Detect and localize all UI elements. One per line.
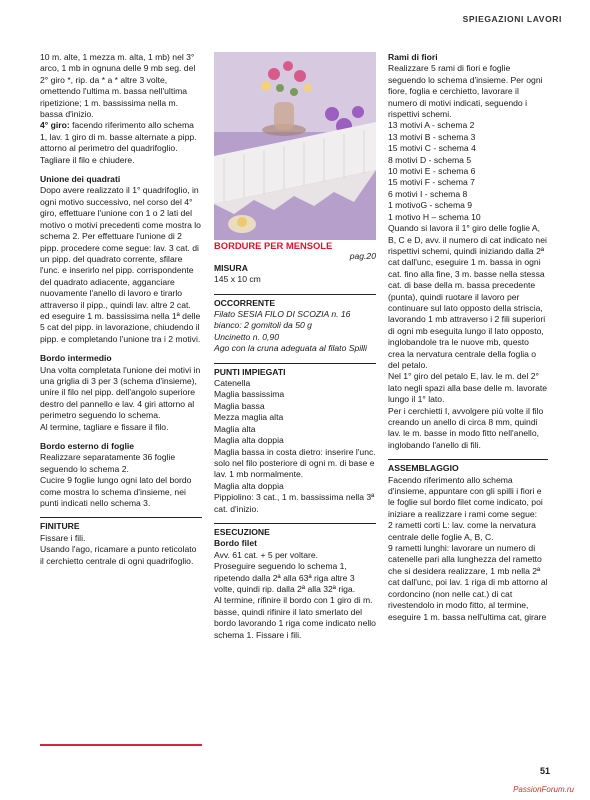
paragraph: Fissare i fili. bbox=[40, 532, 86, 543]
paragraph bbox=[40, 120, 202, 166]
section-title: Rami di fiori bbox=[388, 52, 438, 62]
paragraph: Al termine, rifinire il bordo con 1 giro di m. basse, quindi rifinire il lato smerlato del bordo lavorando 1 riga come indicato nello schema 1. Fissare i fili. bbox=[214, 595, 376, 640]
paragraph: Uncinetto n. 0,90 bbox=[214, 331, 279, 342]
list-item: 15 motivi F - schema 7 bbox=[388, 177, 475, 188]
section-title: Bordo esterno di foglie bbox=[40, 441, 135, 451]
list-item: 10 motivi E - schema 6 bbox=[388, 166, 476, 177]
paragraph: 10 m. alte, 1 mezza m. alta, 1 mb) nel 3° arco, 1 mb in ognuna delle 9 mb seg. del 2° giro *, rip. da * a * altre 3 volte, omettendo l'ultima m. bassa nell'ultima ripetizione; 1 m. bassissima nella m. bassa d'inizio. bbox=[40, 52, 196, 120]
section-rule bbox=[40, 517, 202, 518]
paragraph: Realizzare 5 rami di fiori e foglie seguendo lo schema d'insieme. Per ogni fiore, foglia e cerchietto, lavorare il numero di motivi indicati, seguendo i rispettivi schemi. bbox=[388, 63, 543, 120]
section-title: FINITURE bbox=[40, 521, 80, 532]
section-title: MISURA bbox=[214, 262, 248, 273]
paragraph: Ago con la cruna adeguata al filato Spilli bbox=[214, 343, 367, 354]
section-title: ASSEMBLAGGIO bbox=[388, 463, 459, 474]
list-item: Maglia bassissima bbox=[214, 389, 285, 400]
paragraph: Pippiolino: 3 cat., 1 m. bassissima nella 3ª cat. d'inizio. bbox=[214, 492, 375, 514]
list-item: 1 motivo H – schema 10 bbox=[388, 211, 481, 222]
page-number: 51 bbox=[539, 766, 550, 776]
paragraph: Una volta completata l'unione dei motivi in una griglia di 3 per 3 (schema d'insieme), unire il filo nel pipp. dell'angolo superiore destro del pannello e lav. 4 giri attorno al perimetro seguendo lo schema. bbox=[40, 364, 201, 421]
column-2 bbox=[214, 52, 376, 641]
page-reference: pag.20 bbox=[349, 251, 376, 262]
list-item: Catenella bbox=[214, 378, 251, 389]
list-item: 8 motivi D - schema 5 bbox=[388, 154, 472, 165]
list-item: 1 motivoG - schema 9 bbox=[388, 200, 473, 211]
section-title: OCCORRENTE bbox=[214, 297, 276, 308]
paragraph: Avv. 61 cat. + 5 per voltare. bbox=[214, 549, 319, 560]
round-text: facendo riferimento allo schema 1, lav. 1 giro di m. basse alternate a pipp. attorno al perimetro del quadrifoglio. Tagliare il filo e chiudere. bbox=[40, 120, 197, 165]
list-item: 13 motivi B - schema 3 bbox=[388, 131, 476, 142]
list-item: 15 motivi C - schema 4 bbox=[388, 143, 476, 154]
section-rule bbox=[214, 523, 376, 524]
paragraph: Realizzare separatamente 36 foglie seguendo lo schema 2. bbox=[40, 452, 176, 474]
paragraph: Facendo riferimento allo schema d'insieme, appuntare con gli spilli i fiori e le foglie sul bordo filet come indicato, poi iniziare a realizzare i rami come segue: bbox=[388, 474, 543, 519]
paragraph: 145 x 10 cm bbox=[214, 274, 261, 285]
pattern-title: BORDURE PER MENSOLE bbox=[214, 240, 333, 251]
paragraph: Maglia bassa in costa dietro: inserire l'unc. solo nel filo posteriore di ogni m. di base e lav. 1 mb normalmente. bbox=[214, 446, 376, 480]
photo-illustration bbox=[214, 52, 376, 240]
subsection-title: Bordo filet bbox=[214, 538, 257, 549]
paragraph: Quando si lavora il 1° giro delle foglie A, B, C e D, avv. il numero di cat indicato nei rispettivi schemi, quindi iniziando dalla 2ª cat dall'unc, eseguire 1 m. bassa in ogni cat. fino alla fine, 3 m. basse nella stessa cat. di base della m. bassa precedente (punta), quindi ruotare il lavoro per continuare sul lato opposto della striscia, lavorando 1 mb attraverso i 2 fili superiori di ogni mb eseguita lungo il lato opposto, inglobandole tra le nuove mb, questo crea la nervatura centrale della foglia o del petalo. bbox=[388, 223, 547, 370]
list-item: 6 motivi I - schema 8 bbox=[388, 188, 468, 199]
section-title: Bordo intermedio bbox=[40, 353, 112, 364]
list-item: 13 motivi A - schema 2 bbox=[388, 120, 475, 131]
list-item: Maglia alta bbox=[214, 423, 256, 434]
watermark: PassionForum.ru bbox=[513, 785, 574, 794]
section-title: ESECUZIONE bbox=[214, 526, 270, 537]
list-item: Maglia bassa bbox=[214, 400, 265, 411]
round-label: 4° giro: bbox=[40, 120, 70, 131]
paragraph: Per i cerchietti I, avvolgere più volte il filo creando un anello di circa 8 mm, quindi lav. le m. basse in modo fitto nell'anello, inglobando l'anello di fili. bbox=[388, 405, 544, 450]
column-1 bbox=[40, 52, 202, 567]
list-item: Mezza maglia alta bbox=[214, 412, 284, 423]
section-rule bbox=[214, 363, 376, 364]
paragraph: Usando l'ago, ricamare a punto reticolato il cerchietto centrale di ogni quadrifoglio. bbox=[40, 544, 197, 566]
paragraph: Dopo avere realizzato il 1° quadrifoglio, in ogni motivo successivo, nel corso del 4° giro, effettuare l'unione con 1 o 2 lati del motivo o motivi precedenti come mostra lo schema 2. Per effettuare l'unione di 2 pipp. procedere come segue: lav. 3 cat. di un pipp. del quadrato corrente, sfilare l'unc. e inserirlo nel pipp. corrispondente del quadrato adiacente, agganciare nuovamente l'anello di lavoro e tirarlo attraverso il pipp., quindi lav. altre 2 cat. ed eseguire 1 m. bassissima nella 1ª delle 5 cat del pipp. in lavorazione, chiudendo il pipp. e completando l'unione tra i 2 motivi. bbox=[40, 185, 201, 344]
product-photo bbox=[214, 52, 376, 240]
paragraph: Nel 1° giro del petalo E, lav. le m. del 2° lato negli spazi alla base delle m. lavorate lungo il 1° lato. bbox=[388, 371, 548, 405]
section-rule bbox=[388, 459, 548, 460]
paragraph: 2 rametti corti L: lav. come la nervatura centrale delle foglie A, B, C. bbox=[388, 520, 536, 542]
section-rule bbox=[214, 294, 376, 295]
section-title: PUNTI IMPIEGATI bbox=[214, 366, 286, 377]
paragraph: 9 rametti lunghi: lavorare un numero di catenelle pari alla lunghezza del rametto che si desidera realizzare, 1 mb nella 2ª cat dall'unc, poi lav. 1 riga di mb attorno al cordoncino (non nelle cat.) di cat rivestendolo in modo fitto, al termine, eseguire 1 m. bassa nell'ultima cat, girare bbox=[388, 543, 548, 622]
paragraph: Filato SESIA FILO DI SCOZIA n. 16 bianco: 2 gomitoli da 50 g bbox=[214, 309, 351, 331]
column-3 bbox=[388, 52, 548, 623]
paragraph: Maglia alta doppia bbox=[214, 480, 284, 491]
red-accent-bar bbox=[40, 744, 202, 746]
list-item: Maglia alta doppia bbox=[214, 435, 284, 446]
section-title: Unione dei quadrati bbox=[40, 174, 121, 185]
section-header: SPIEGAZIONI LAVORI bbox=[462, 14, 562, 24]
paragraph: Cucire 9 foglie lungo ogni lato del bordo come mostra lo schema d'insieme, nei punti indicati nello schema 3. bbox=[40, 475, 192, 509]
paragraph: Proseguire seguendo lo schema 1, ripetendo dalla 2ª alla 63ª riga altre 3 volte, quindi rip. dalla 2ª alla 32ª riga. bbox=[214, 561, 356, 594]
paragraph: Al termine, tagliare e fissare il filo. bbox=[40, 421, 169, 432]
